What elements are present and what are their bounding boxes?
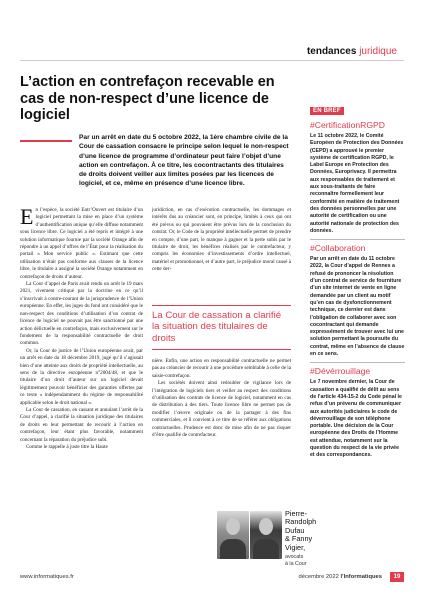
author-name-line: Randolph bbox=[285, 517, 317, 527]
author-name-line: Dufau bbox=[285, 525, 305, 535]
page-footer bbox=[20, 574, 404, 584]
body-paragraph: n l’espèce, la société Entr’Ouvert est titulaire d’un logiciel permettant la mise en place d’un système d’authentification unique qu’elle diffuse notamment sous licence libre. Ce logiciel a été repris et intégré à une solution informatique fournie par la société Orange afin de répondre à un appel d’offres de l’État pour la réalisation du portail « Mon service public ». Estimant que cette utilisation n’était pas conforme aux clauses de la licence libre, le titulaire a assigné la société Orange notamment en contrefaçon de droits d’auteur. bbox=[20, 207, 143, 280]
footer-magazine: l’Informatiques bbox=[340, 574, 382, 580]
author-credit bbox=[285, 510, 325, 567]
author-name-line: Pierre- bbox=[285, 509, 307, 518]
author-name-line: Vigier, bbox=[285, 542, 306, 552]
sidebar-heading: #Collaboration bbox=[310, 243, 366, 254]
sidebar-heading: #Dévérrouillage bbox=[310, 366, 371, 377]
body-paragraph: Or, la Cour de justice de l’Union européenne avait, par un arrêt en date du 18 décembre 2019, jugé qu’il s’agissait bien d’une atteinte aux droits de propriété intellectuelle, au sens de la directive européenne n°2004/48, et que le titulaire d’un droit d’auteur sur un logiciel devait légitimement pouvoir bénéficier des garanties offertes par ce texte « indépendamment du régime de responsabilité applicable selon le droit national ». bbox=[20, 347, 143, 406]
author-role: avocats à la Cour bbox=[285, 554, 307, 567]
body-paragraph: Les sociétés doivent ainsi redoubler de vigilance lors de l’intégration de logiciels tiers et veiller au respect des conditions d’utilisation des contrats de licence de logiciel, notamment en cas de distribution à des tiers. Toute licence libre ne permet pas de modifier l’œuvre originale ou de la partager à des fins commerciales, et il convient à ce titre de se référer aux obligations contractuelles. Prudence est donc de mise afin de ne pas risquer d’être qualifié de contrefacteur. bbox=[152, 380, 291, 439]
article-intro: Par un arrêt en date du 5 octobre 2022, la 1ère chambre civile de la Cour de cassation consacre le principe selon lequel le non-respect d’une licence de programme d’ordinateur peut faire l’objet d’une action en contrefaçon. À ce titre, les cocontractants des titulaires de droits doivent veiller aux limites posées par les licences de logiciel, et ce, même en présence d’une licence libre. bbox=[79, 134, 289, 188]
author-name-line: & Fanny bbox=[285, 534, 313, 544]
footer-issue bbox=[299, 574, 382, 580]
pull-quote-rule-bottom bbox=[152, 349, 291, 350]
body-paragraph: La Cour d’appel de Paris avait rendu un arrêt le 19 mars 2021, vivement critiqué par la doctrine en ce qu’il s’inscrivait à contre-courant de la jurisprudence de l’Union européenne. En effet, les juges du fond ont considéré que le non-respect des conditions d’utilisation d’un contrat de licence de logiciel ne pouvait pas être sanctionné par une action délictuelle en contrefaçon, mais exclusivement sur le fondement de la responsabilité contractuelle de droit commun. bbox=[20, 281, 143, 347]
footer-url[interactable]: www.informatiques.fr bbox=[20, 574, 74, 580]
author-photo bbox=[217, 511, 249, 559]
body-column-3 bbox=[152, 358, 291, 439]
sidebar-text: Le 7 novembre dernier, la Cour de cassation a qualifié de délit au sens de l’article 434-15-2 du Code pénal le refus d’un prévenu de communiquer aux autorités judiciaires le code de déverrouillage de son téléphone portable. Une décision de la Cour européenne des Droits de l’Homme est attendue, notamment sur la question du respect de la vie privée et des correspondances. bbox=[310, 379, 402, 459]
body-column-1 bbox=[20, 204, 143, 451]
article-title: L’action en contrefaçon recevable en cas de non-respect d’une licence de logiciel bbox=[20, 74, 275, 123]
sidebar-divider bbox=[310, 239, 405, 240]
body-paragraph: La Cour de cassation, en cassant et annulant l’arrêt de la Cour d’appel, a clarifié la situation juridique des titulaires de droits en leur permettant de recourir à l’action en contrefaçon, leur étant plus favorable, notamment concernant la réparation du préjudice subi. bbox=[20, 406, 143, 443]
body-paragraph: Comme le rappelle à juste titre la Haute bbox=[26, 444, 108, 450]
section-label-sub: juridique bbox=[359, 46, 397, 57]
pull-quote-text: La Cour de cassation a clarifié la situation des titulaires de droits bbox=[152, 310, 282, 344]
sidebar-divider bbox=[310, 362, 405, 363]
header-rule bbox=[20, 60, 404, 61]
sidebar-text: Le 11 octobre 2022, le Comité Européen de Protection des Données (CEPD) a approuvé le premier système de certification RGPD, le Label Europe en Protection des Données, Europrivacy. Il permettra aux responsables de traitement et aux sous-traitants de faire reconnaître formellement leur conformité en matière de traitement des données personnelles par une autorité de certification ou une autorité nationale de protection des données. bbox=[310, 133, 404, 234]
author-photo bbox=[250, 511, 282, 559]
section-label bbox=[307, 46, 397, 57]
body-paragraph: nière. Enfin, une action en responsabilité contractuelle ne permet pas au créancier de recourir à une procédure semblable à celle de la saisie-contrefaçon. bbox=[152, 358, 291, 379]
sidebar-heading: #CertificationRGPD bbox=[310, 120, 385, 130]
drop-cap: E bbox=[20, 204, 34, 229]
page-number: 19 bbox=[390, 572, 404, 582]
section-label-main: tendances bbox=[306, 46, 357, 57]
sidebar-text: Par un arrêt en date du 11 octobre 2022, la Cour d’appel de Rennes a refusé de prononcer la résolution d’un contrat de service de fourniture d’un site internet de vente en ligne demandée par un client au motif qu’en cas de dysfonctionnement technique, ce dernier est dans l’obligation de collaborer avec son cocontractant qui demande expressément de trouver avec lui une solution permettant la poursuite du contrat, même en l’absence de clause en ce sens. bbox=[310, 256, 405, 358]
pull-quote bbox=[152, 305, 291, 350]
body-paragraph: juridiction, en cas d’exécution contractuelle, les dommages et intérêts dus au créancier sont, en principe, limités à ceux qui ont été prévus ou qui pouvaient être prévus lors de la conclusion du contrat. Or, le Code de la propriété intellectuelle permet de prendre en compte, d’une part, le manque à gagner et la perte subis par le titulaire de droit, les bénéfices réalisés par le contrefacteur, y compris les économies d’investissements d’ordre intellectuel, matériel et promotionnel, et d’autre part, le préjudice moral causé à cette der- bbox=[152, 207, 291, 273]
footer-issue-date: décembre 2022 bbox=[298, 574, 339, 580]
sidebar-en-bref bbox=[310, 99, 405, 460]
page-header bbox=[0, 47, 424, 61]
intro-accent-bar bbox=[20, 140, 72, 142]
body-column-2 bbox=[152, 207, 291, 274]
sidebar-tag: EN BREF bbox=[310, 107, 344, 115]
